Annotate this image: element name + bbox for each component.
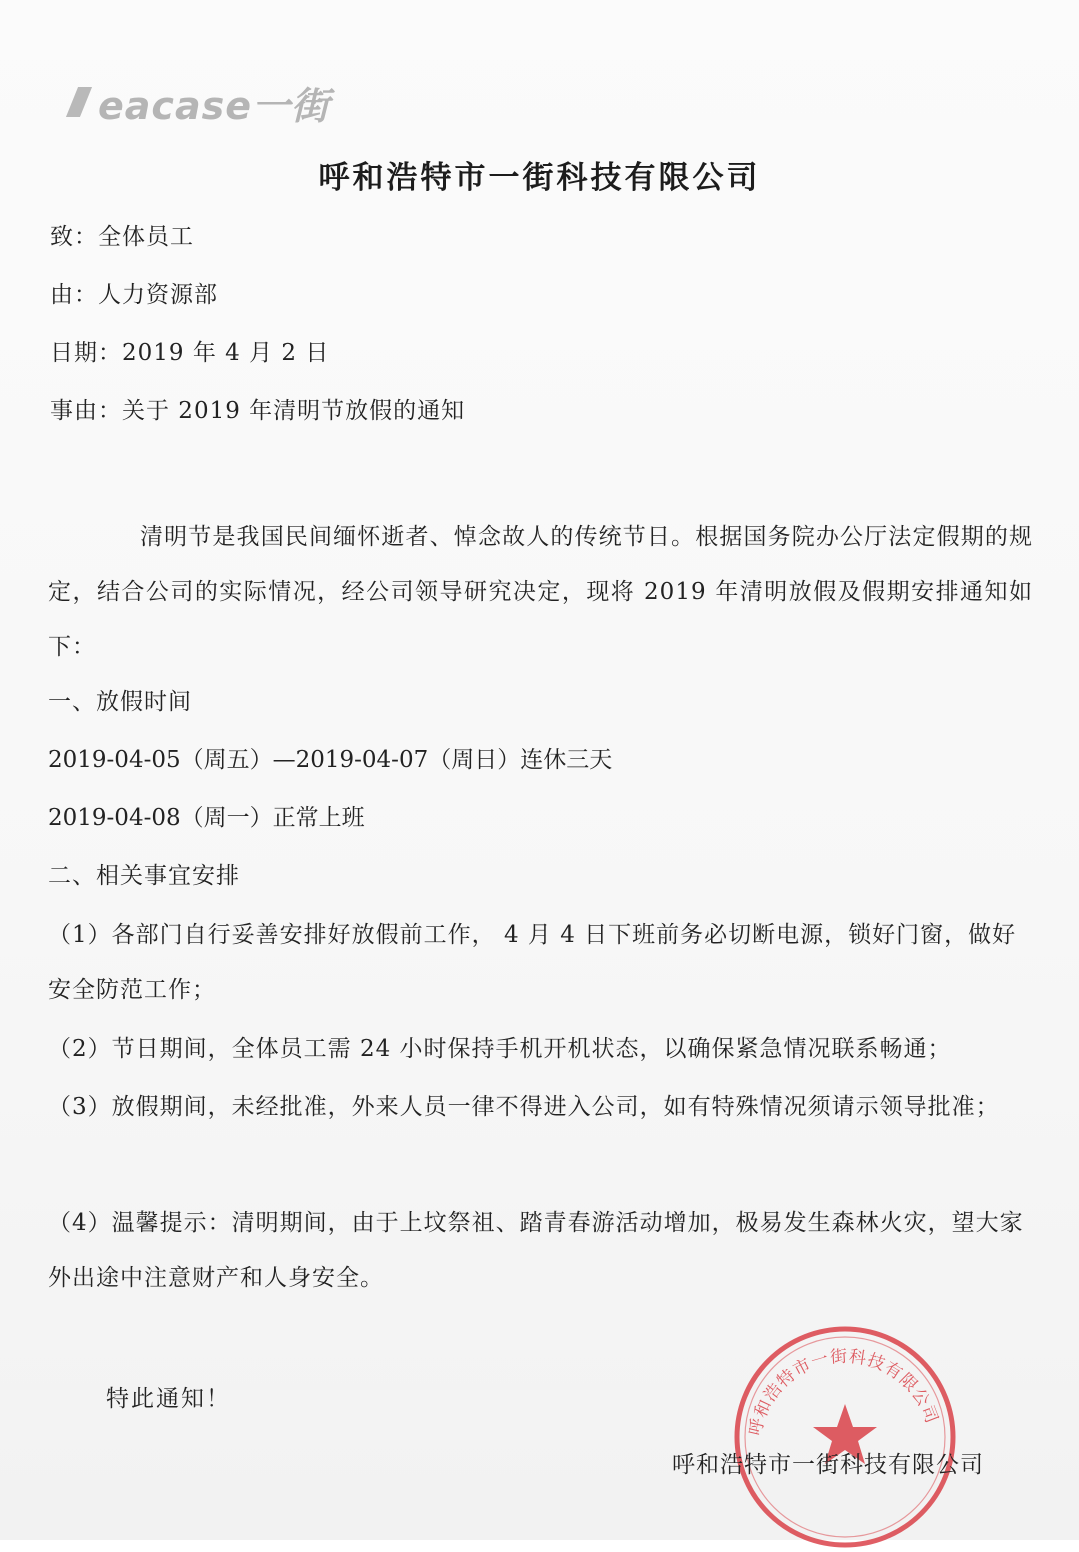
- arrangement-item-1: （1）各部门自行妥善安排好放假前工作， 4 月 4 日下班前务必切断电源，锁好门窗，做好安全防范工作；: [48, 922, 1017, 1003]
- company-logo: [72, 82, 330, 128]
- signoff-text: 特此通知！: [106, 1386, 231, 1412]
- company-seal: [730, 1322, 960, 1552]
- logo-text: eacase一街: [98, 83, 330, 128]
- signature-company-name: 呼和浩特市一街科技有限公司: [672, 1452, 984, 1478]
- arrangement-item-3: （3）放假期间，未经批准，外来人员一律不得进入公司，如有特殊情况须请示领导批准；: [48, 1094, 1000, 1120]
- intro-paragraph: 清明节是我国民间缅怀逝者、悼念故人的传统节日。根据国务院办公厅法定假期的规定，结合公司的实际情况，经公司领导研究决定，现将 2019 年清明放假及假期安排通知如下：: [48, 524, 1033, 660]
- arrangement-item-4: （4）温馨提示：清明期间，由于上坟祭祖、踏青春游活动增加，极易发生森林火灾，望大家外出途中注意财产和人身安全。: [48, 1210, 1024, 1291]
- recipient-line: 致：全体员工: [50, 224, 194, 250]
- section-heading-arrangements: 二、相关事宜安排: [48, 863, 240, 889]
- arrangement-item-2: （2）节日期间，全体员工需 24 小时保持手机开机状态，以确保紧急情况联系畅通；: [48, 1036, 952, 1062]
- company-title: 呼和浩特市一街科技有限公司: [318, 160, 761, 196]
- subject-line: 事由：关于 2019 年清明节放假的通知: [50, 398, 466, 424]
- return-to-work-line: 2019-04-08（周一）正常上班: [48, 805, 365, 831]
- section-heading-holiday-time: 一、放假时间: [48, 689, 192, 715]
- logo-slash-icon: [66, 87, 92, 117]
- holiday-period-line: 2019-04-05（周五）—2019-04-07（周日）连休三天: [48, 747, 613, 773]
- seal-text: 呼和浩特市一街科技有限公司: [745, 1346, 942, 1438]
- sender-line: 由：人力资源部: [50, 282, 218, 308]
- date-line: 日期：2019 年 4 月 2 日: [50, 340, 330, 366]
